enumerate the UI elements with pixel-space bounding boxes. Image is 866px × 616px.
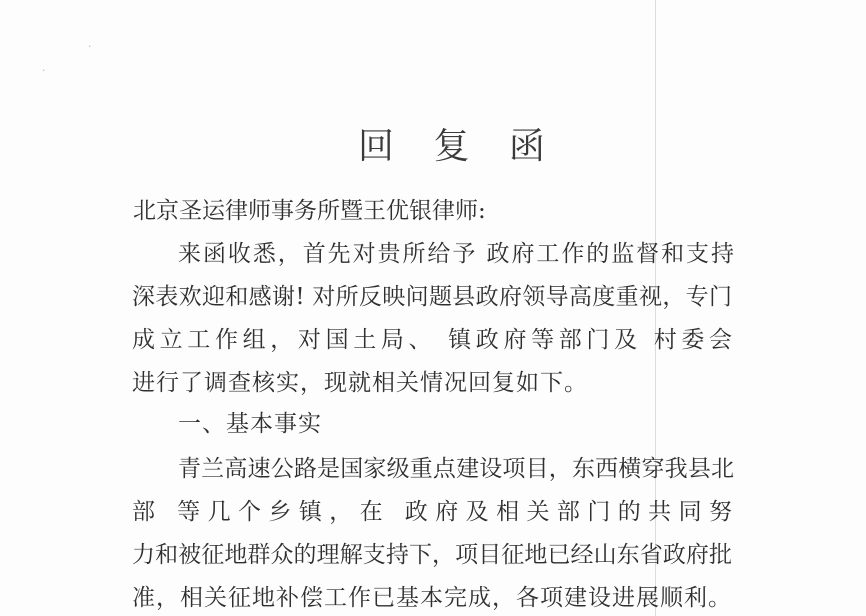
- salutation: 北京圣运律师事务所暨王优银律师:: [133, 198, 486, 224]
- body-line: 准，相关征地补偿工作已基本完成，各项建设进展顺利。: [132, 585, 732, 611]
- document-title: 回 复 函: [358, 126, 559, 167]
- body-line: 进行了调查核实，现就相关情况回复如下。: [132, 370, 588, 396]
- body-line: 青兰高速公路是国家级重点建设项目，东西横穿我县北: [178, 456, 734, 482]
- section-heading: 一、基本事实: [178, 411, 322, 437]
- body-line: 部 等几个乡镇，在 政府及相关部门的共同努: [132, 499, 732, 525]
- body-line: 力和被征地群众的理解支持下，项目征地已经山东省政府批: [132, 542, 732, 568]
- body-line: 深表欢迎和感谢! 对所反映问题县政府领导高度重视，专门: [132, 284, 732, 310]
- scan-speck: ·: [88, 40, 92, 53]
- body-line: 来函收悉，首先对贵所给予 政府工作的监督和支持: [178, 241, 734, 267]
- scan-speck: ·: [42, 64, 46, 77]
- body-line: 成立工作组，对国土局、 镇政府等部门及 村委会: [132, 327, 732, 353]
